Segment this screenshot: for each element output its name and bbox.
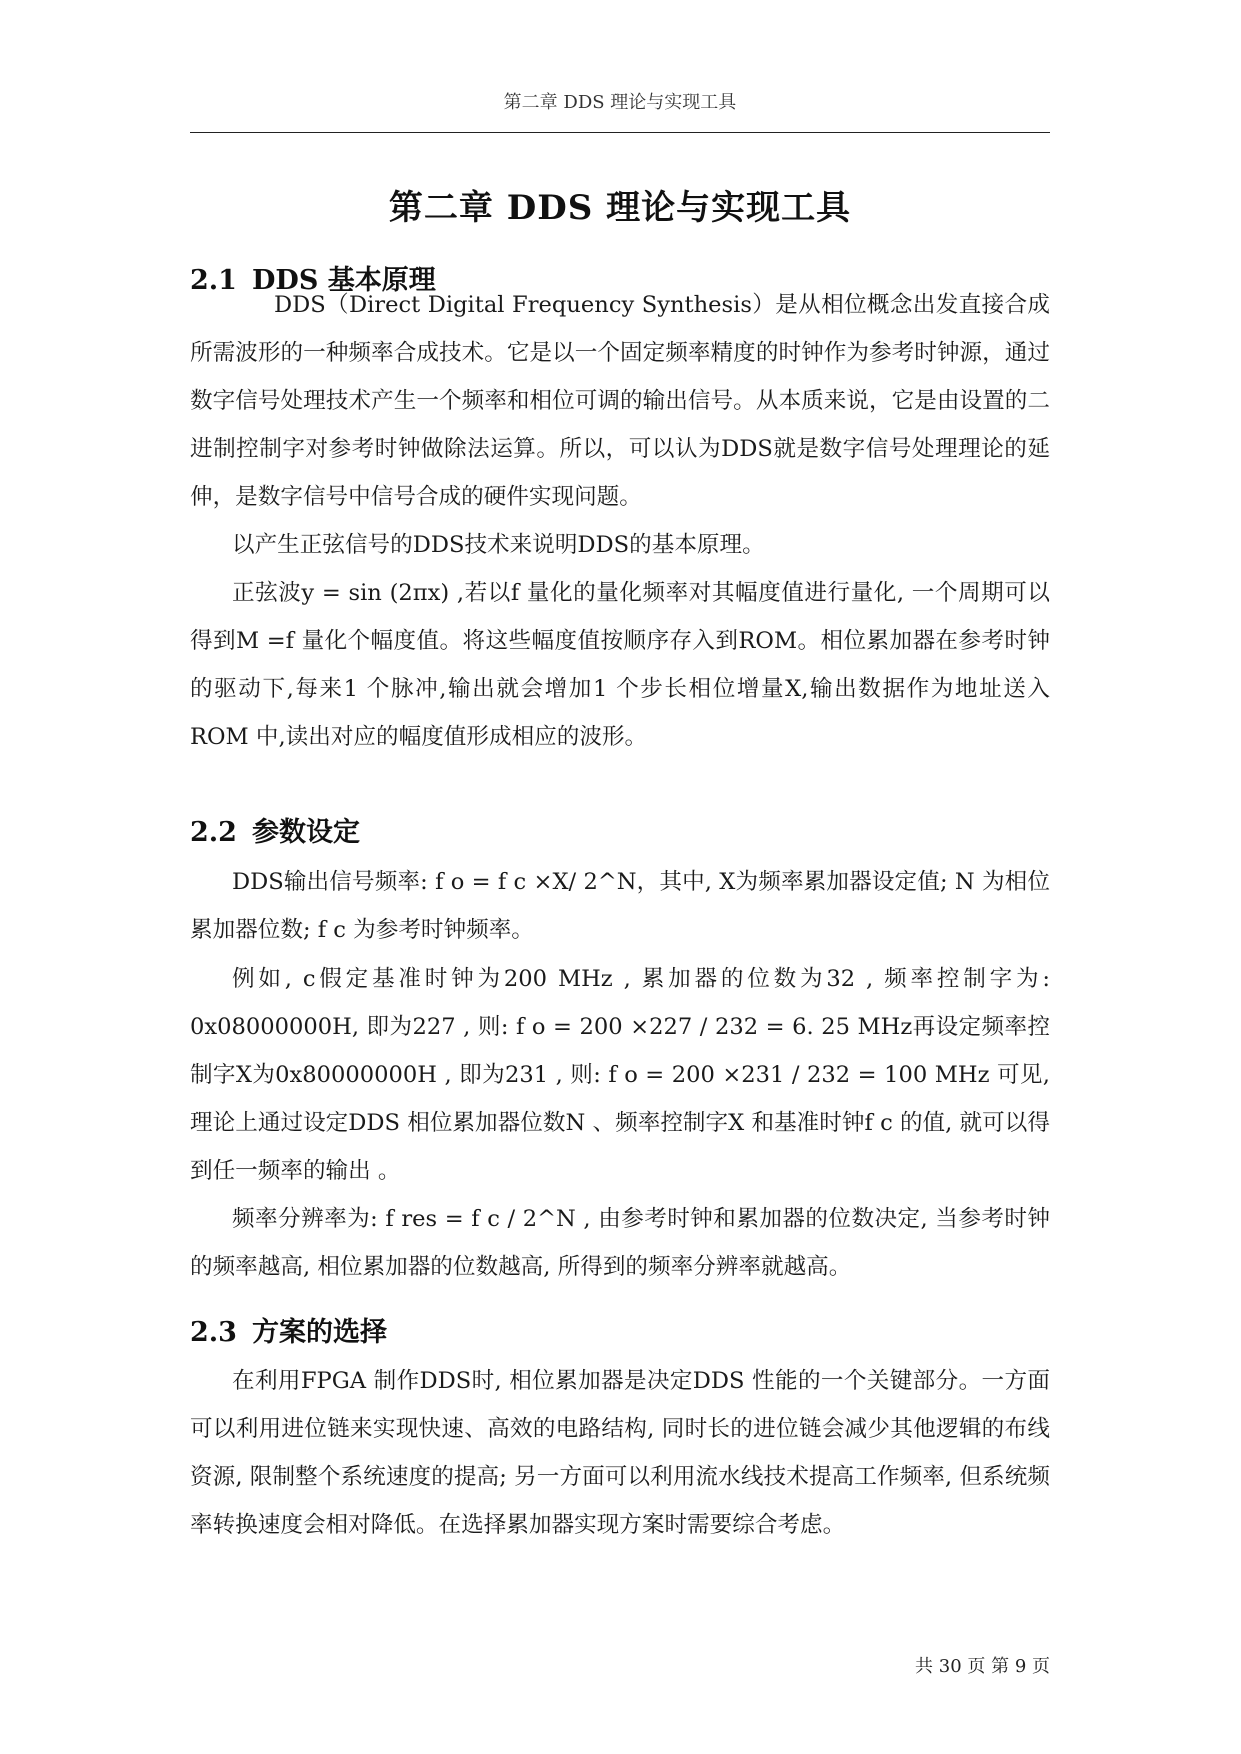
section-number: 2.2 xyxy=(190,817,237,848)
section-number: 2.3 xyxy=(190,1317,237,1348)
running-header: 第二章 DDS 理论与实现工具 xyxy=(503,92,737,113)
chapter-title: 第二章 DDS 理论与实现工具 xyxy=(388,188,852,228)
section-number: 2.1 xyxy=(190,265,237,296)
section-title: 方案的选择 xyxy=(252,1317,387,1348)
paragraph: DDS（Direct Digital Frequency Synthesis）是从相位概念出发直接合成所需波形的一种频率合成技术。它是以一个固定频率精度的时钟作为参考时钟源，通过数字信号处理技术产生一个频率和相位可调的输出信号。从本质来说，它是由设置的二进制控制字对参考时钟做除法运算。所以，可以认为DDS就是数字信号处理理论的延伸，是数字信号中信号合成的硬件实现问题。 xyxy=(190,292,1050,510)
section-heading-2-3 xyxy=(190,1310,387,1349)
header-rule xyxy=(190,132,1050,133)
page-number-footer: 共 30 页 第 9 页 xyxy=(915,1656,1050,1677)
section-title: DDS 基本原理 xyxy=(252,265,436,296)
paragraph: 频率分辨率为: f res = f c / 2^N , 由参考时钟和累加器的位数决定, 当参考时钟的频率越高, 相位累加器的位数越高, 所得到的频率分辨率就越高。 xyxy=(190,1206,1050,1280)
section-heading-2-2 xyxy=(190,810,360,849)
section-title: 参数设定 xyxy=(252,817,360,848)
paragraph: 正弦波y = sin (2πx) ,若以f 量化的量化频率对其幅度值进行量化, 一个周期可以得到M =f 量化个幅度值。将这些幅度值按顺序存入到ROM。相位累加器在参考时钟的驱动下,每来1 个脉冲,输出就会增加1 个步长相位增量X,输出数据作为地址送入ROM 中,读出对应的幅度值形成相应的波形。 xyxy=(190,580,1050,750)
paragraph: 例如, c假定基准时钟为200 MHz , 累加器的位数为32 , 频率控制字为: 0x08000000H, 即为227 , 则: f o = 200 ×227 / 232 = 6. 25 MHz再设定频率控制字X为0x80000000H , 即为231 , 则: f o = 200 ×231 / 232 = 100 MHz 可见, 理论上通过设定DDS 相位累加器位数N 、频率控制字X 和基准时钟f c 的值, 就可以得到任一频率的输出 。 xyxy=(190,966,1050,1184)
paragraph: 在利用FPGA 制作DDS时, 相位累加器是决定DDS 性能的一个关键部分。一方面可以利用进位链来实现快速、高效的电路结构, 同时长的进位链会减少其他逻辑的布线资源, 限制整个系统速度的提高; 另一方面可以利用流水线技术提高工作频率, 但系统频率转换速度会相对降低。在选择累加器实现方案时需要综合考虑。 xyxy=(190,1368,1050,1538)
paragraph: DDS输出信号频率: f o = f c ×X/ 2^N，其中, X为频率累加器设定值; N 为相位累加器位数; f c 为参考时钟频率。 xyxy=(190,869,1050,943)
paragraph: 以产生正弦信号的DDS技术来说明DDS的基本原理。 xyxy=(232,532,765,558)
